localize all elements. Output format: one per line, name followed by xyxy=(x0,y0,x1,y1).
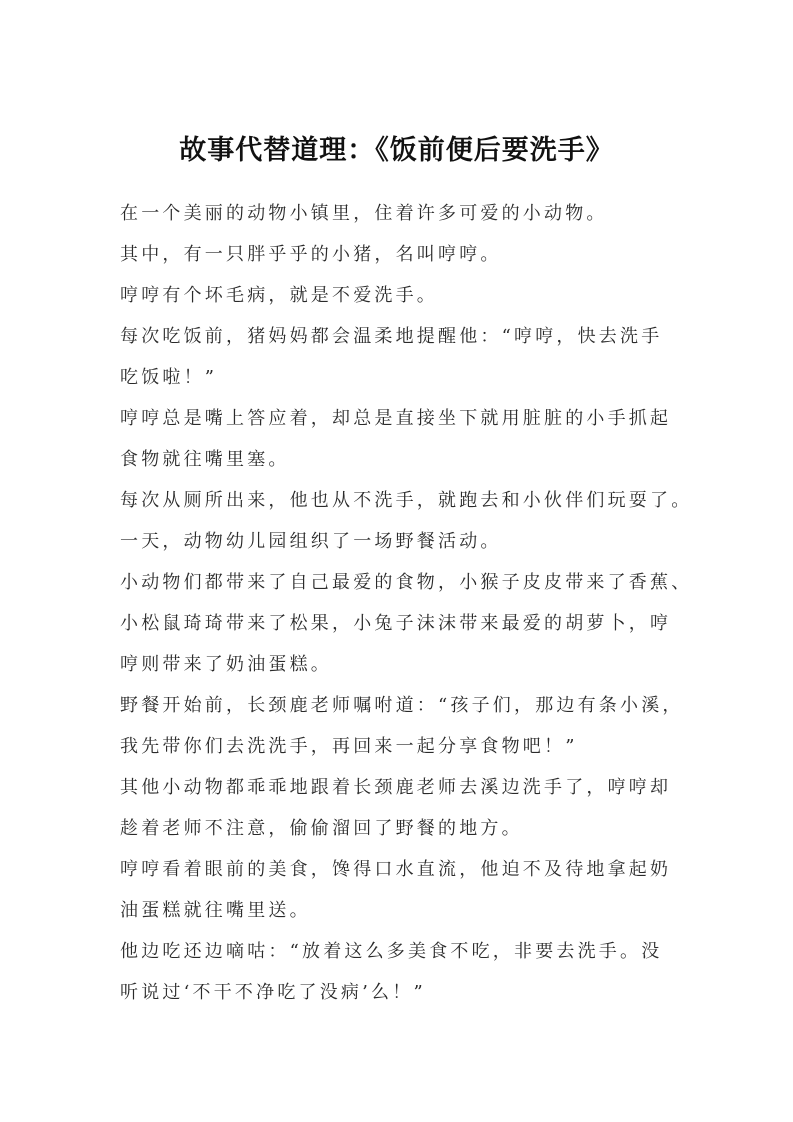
paragraph-line: 每次从厕所出来，他也从不洗手，就跑去和小伙伴们玩耍了。 xyxy=(120,490,693,511)
paragraph-line: 其中，有一只胖乎乎的小猪，名叫哼哼。 xyxy=(120,244,502,265)
paragraph xyxy=(120,404,690,486)
story-body xyxy=(120,199,693,1019)
paragraph-line: 趁着老师不注意，偷偷溜回了野餐的地方。 xyxy=(120,818,523,839)
paragraph xyxy=(120,568,693,691)
paragraph-line: 油蛋糕就往嘴里送。 xyxy=(120,900,311,921)
paragraph-line: 在一个美丽的动物小镇里，住着许多可爱的小动物。 xyxy=(120,203,608,224)
paragraph-line: 一天，动物幼儿园组织了一场野餐活动。 xyxy=(120,531,502,552)
paragraph-line: 野餐开始前，长颈鹿老师嘱咐道：“孩子们，那边有条小溪， xyxy=(120,695,684,716)
paragraph xyxy=(120,855,690,937)
paragraph xyxy=(120,691,690,773)
paragraph-line: 每次吃饭前，猪妈妈都会温柔地提醒他：“哼哼，快去洗手 xyxy=(120,326,663,347)
paragraph xyxy=(120,322,690,404)
paragraph-line: 哼则带来了奶油蛋糕。 xyxy=(120,654,332,675)
paragraph-line: 听说过‘不干不净吃了没病’么！” xyxy=(120,982,426,1003)
paragraph xyxy=(120,199,690,240)
paragraph-line: 哼哼有个坏毛病，就是不爱洗手。 xyxy=(120,285,438,306)
paragraph xyxy=(120,527,690,568)
paragraph-line: 吃饭啦！” xyxy=(120,367,218,388)
paragraph-line: 小动物们都带来了自己最爱的食物，小猴子皮皮带来了香蕉、 xyxy=(120,572,693,593)
paragraph-line: 其他小动物都乖乖地跟着长颈鹿老师去溪边洗手了，哼哼却 xyxy=(120,777,672,798)
paragraph-line: 我先带你们去洗洗手，再回来一起分享食物吧！” xyxy=(120,736,578,757)
paragraph xyxy=(120,773,690,855)
paragraph xyxy=(120,281,690,322)
paragraph-line: 哼哼看着眼前的美食，馋得口水直流，他迫不及待地拿起奶 xyxy=(120,859,672,880)
paragraph xyxy=(120,486,693,527)
paragraph xyxy=(120,240,690,281)
paragraph-line: 他边吃还边嘀咕：“放着这么多美食不吃，非要去洗手。没 xyxy=(120,941,663,962)
paragraph-line: 食物就往嘴里塞。 xyxy=(120,449,290,470)
paragraph xyxy=(120,937,690,1019)
document-title: 故事代替道理：《饭前便后要洗手》 xyxy=(179,135,614,166)
paragraph-line: 小松鼠琦琦带来了松果，小兔子沫沫带来最爱的胡萝卜，哼 xyxy=(120,613,672,634)
paragraph-line: 哼哼总是嘴上答应着，却总是直接坐下就用脏脏的小手抓起 xyxy=(120,408,672,429)
